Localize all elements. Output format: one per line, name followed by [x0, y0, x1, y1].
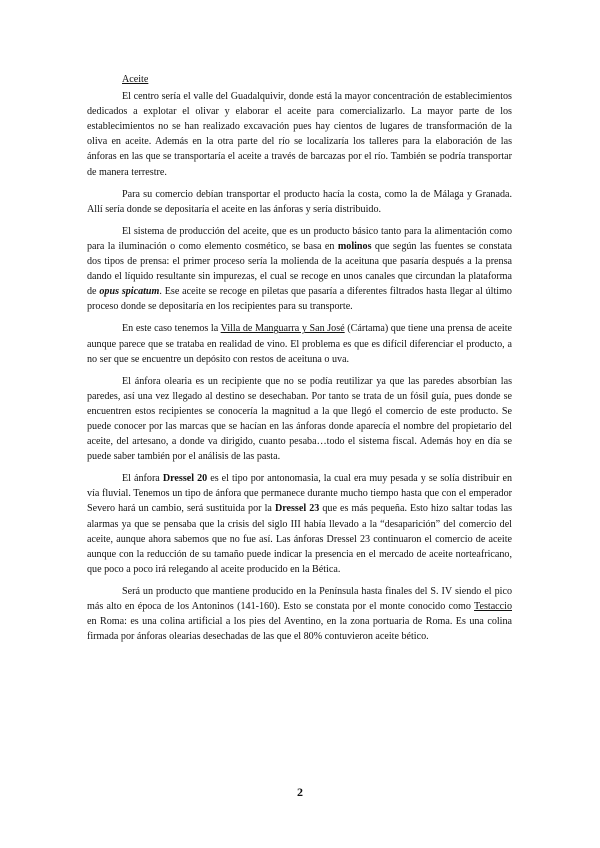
italic-term-opus-spicatum: opus spicatum — [99, 286, 160, 298]
paragraph-2: Para su comercio debían transportar el producto hacía la costa, como la de Málaga y Granada. Allí sería donde se depositaría el aceite en las ánforas y sería distribuido. — [87, 188, 512, 215]
text-run: es el tipo por antonomasia, la cual era muy pesada y se solía distribuir en vía fluvial. Tenemos un tipo de ánfora que permanece durante mucho tiempo hasta que con el emperador Severo hará un cambio, será sustituida por la — [87, 473, 513, 515]
text-run: El ánfora — [122, 473, 163, 485]
bold-term-molinos: molinos — [337, 240, 372, 252]
bold-term-dressel-23: Dressel 23 — [274, 503, 320, 515]
paragraph-5: El ánfora olearia es un recipiente que no se podía reutilizar ya que las paredes absorbían las paredes, así una vez llegado al destino se desechaban. Por tanto se trata de un fósil guía, pues donde se encuentren estos recipientes se conocería la magnitud a la que llegó el comercio de este producto. Se puede conocer por las marcas que se hacían en las ánforas donde aparecía el nombre del propietario del aceite, del artesano, a donde va dirigido, cuanto pesaba…todo el sistema fiscal. Además hoy en día se puede saber también por el análisis de las pasta. — [87, 375, 512, 463]
paragraph-3 — [87, 224, 512, 315]
text-run: El sistema de producción del aceite, que es un producto básico tanto para la alimentación como para la iluminación o como elemento cosmético, se basa en — [87, 225, 512, 252]
page-number: 2 — [297, 785, 303, 799]
text-run: (Cártama) que tiene una prensa de aceite aunque parece que se trataba en realidad de vino. El problema es que es difícil diferenciar el producto, a no ser que se encuentre un depósito con restos de aceituna o uva. — [87, 323, 513, 365]
text-run: que es más pequeña. Esto hizo saltar todas las alarmas ya que se pensaba que la crisis del siglo III había llevado a la “desaparición” del comercio del aceite, aunque ahora sabemos que no fue así. Las ánforas Dressel 23 continuaron el comercio de aceite aunque con la reducción de su tamaño puede indicar la presencia en el mercado de aceite norteafricano, que poco a poco irá relegando al aceite producido en la Bética. — [87, 503, 512, 575]
text-run: En este caso tenemos la — [122, 323, 221, 335]
text-run: que según las fuentes se constata dos tipos de prensa: el primer proceso sería la molienda de la aceituna que pasaría después a la prensa dando el líquido resultante sin impurezas, el cual se recoge en unos canales que circundan la plataforma de — [87, 240, 512, 298]
document-body — [87, 72, 512, 651]
text-run: . Ese aceite se recoge en piletas que pasaría a diferentes filtrados hasta llegar al último proceso donde se depositaría en los recipientes para su transporte. — [87, 286, 512, 313]
paragraph-1: El centro sería el valle del Guadalquivir, donde está la mayor concentración de establecimientos dedicados a explotar el olivar y elaborar el aceite para comercializarlo. La mayor parte de los establecimientos no se han realizado excavación pues hay cientos de lugares de transformación de la oliva en aceite. Además en la otra parte del río se localizaría los talleres para la elaboración de las ánforas en las que se transportaría el aceite a través de barcazas por el río. También se podría transportar de manera terrestre. — [87, 91, 512, 178]
paragraph-4 — [87, 321, 512, 366]
section-title: Aceite — [122, 74, 149, 85]
text-run: Será un producto que mantiene producido en la Península hasta finales del S. IV siendo el pico más alto en época de los Antoninos (141-160). Esto se constata por el monte conocido como — [87, 585, 512, 612]
text-run: en Roma: es una colina artificial a los pies del Aventino, en la zona portuaria de Roma. Es una colina firmada por ánforas olearias desechadas de las que el 80% contuvieron aceite bético. — [87, 616, 512, 643]
paragraph-6 — [87, 471, 512, 577]
underlined-testaccio: Testaccio — [474, 601, 512, 612]
paragraph-7 — [87, 584, 512, 644]
bold-term-dressel-20: Dressel 20 — [162, 473, 208, 485]
underlined-villa-name: Villa de Manguarra y San José — [220, 323, 345, 335]
